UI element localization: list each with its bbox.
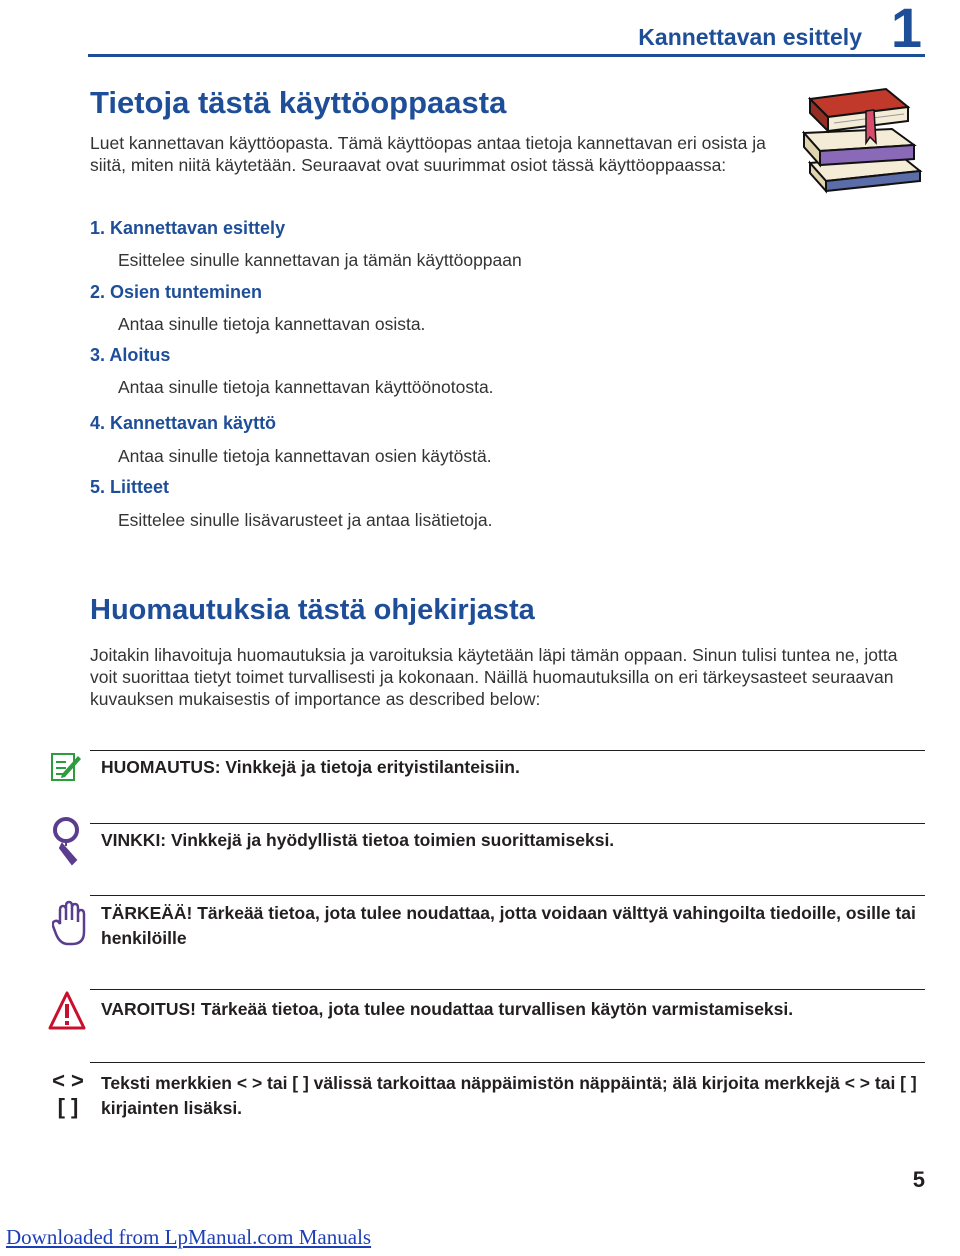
header-rule [88, 54, 925, 57]
footer-download-link[interactable]: Downloaded from LpManual.com Manuals [6, 1225, 372, 1249]
note-divider [90, 823, 925, 824]
chapter-item-desc: Esittelee sinulle kannettavan ja tämän käyttöoppaan [118, 250, 522, 270]
note-text: Teksti merkkien < > tai [ ] välissä tarkoittaa näppäimistön näppäintä; älä kirjoita merkkejä < > tai [ ] kirjainten lisäksi. [101, 1073, 917, 1118]
square-brackets-glyph: [ ] [57, 1094, 79, 1119]
chapter-item-desc: Esittelee sinulle lisävarusteet ja antaa lisätietoja. [118, 510, 493, 530]
chapter-item-title: 2. Osien tunteminen [90, 282, 263, 302]
note-text: VINKKI: Vinkkejä ja hyödyllistä tietoa toimien suorittamiseksi. [101, 830, 615, 850]
warning-icon [48, 990, 86, 1032]
note-text: TÄRKEÄÄ! Tärkeää tietoa, jota tulee noudattaa, jotta voidaan välttyä vahingoilta tiedoille, osille tai henkilöille [101, 903, 916, 948]
section-title-notes: Huomautuksia tästä ohjekirjasta [90, 594, 535, 626]
chapter-number: 1 [890, 0, 922, 59]
angle-brackets-glyph: < > [52, 1068, 84, 1093]
notes-intro: Joitakin lihavoituja huomautuksia ja varoituksia käytetään läpi tämän oppaan. Sinun tulisi tuntea ne, jotta voit suorittaa tietyt toimet turvallisesti ja kokonaan. Näillä huomautuksilla on eri tärkeysasteet seuraavan kuvauksen mukaisestis of importance as described below: [90, 645, 898, 709]
note-divider [90, 1062, 925, 1063]
page-number: 5 [912, 1167, 925, 1192]
hand-icon [52, 900, 86, 948]
chapter-item-desc: Antaa sinulle tietoja kannettavan osista. [118, 314, 426, 334]
section-title-manual: Tietoja tästä käyttöoppaasta [90, 85, 507, 120]
note-divider [90, 750, 925, 751]
note-text: HUOMAUTUS: Vinkkejä ja tietoja erityistilanteisiin. [101, 757, 520, 777]
chapter-item-title: 5. Liitteet [90, 477, 170, 497]
chapter-list [90, 218, 810, 528]
manual-intro: Luet kannettavan käyttöopasta. Tämä käyttöopas antaa tietoja kannettavan eri osista ja siitä, miten niitä käytetään. Seuraavat ovat suurimmat osiot tässä käyttöoppaassa: [90, 133, 766, 175]
chapter-item-title: 1. Kannettavan esittely [90, 218, 286, 238]
books-stack-icon [796, 85, 928, 197]
magnifier-icon [50, 816, 86, 866]
note-pencil-icon [48, 750, 82, 784]
note-text: VAROITUS! Tärkeää tietoa, jota tulee noudattaa turvallisen käytön varmistamiseksi. [101, 999, 794, 1019]
chapter-item-desc: Antaa sinulle tietoja kannettavan käyttöönotosta. [118, 377, 494, 397]
chapter-item-desc: Antaa sinulle tietoja kannettavan osien käytöstä. [118, 446, 492, 466]
note-divider [90, 895, 925, 896]
note-divider [90, 989, 925, 990]
chapter-item-title: 4. Kannettavan käyttö [90, 413, 277, 433]
chapter-title: Kannettavan esittely [638, 24, 862, 50]
brackets-icon [48, 1068, 88, 1120]
chapter-item-title: 3. Aloitus [90, 345, 171, 365]
